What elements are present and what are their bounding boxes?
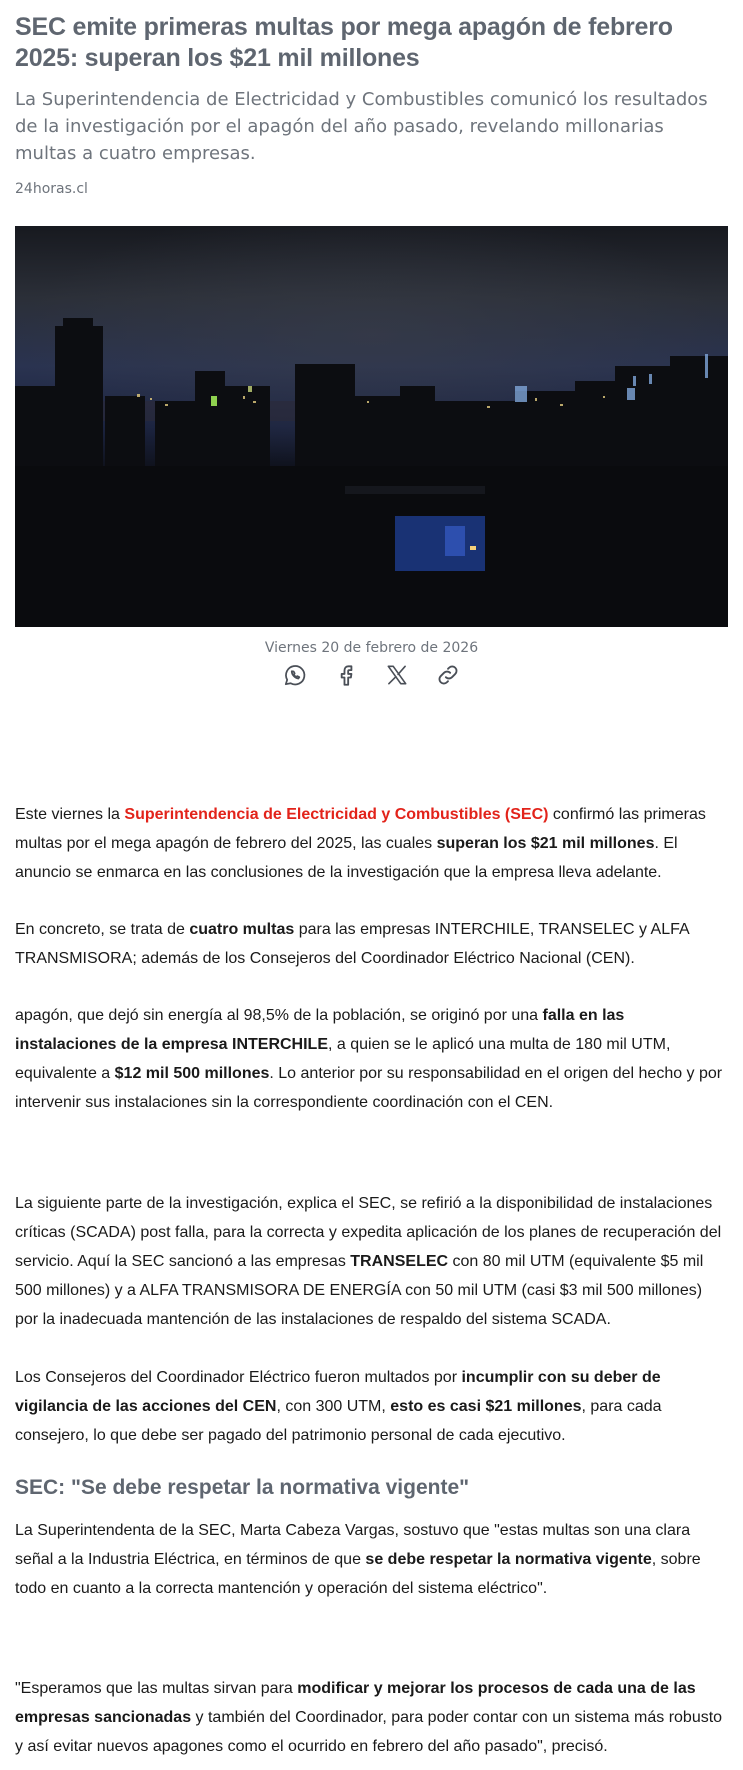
paragraph: apagón, que dejó sin energía al 98,5% de la población, se originó por una falla en las instalaciones de la empresa INTERCHILE, a quien se le aplicó una multa de 180 mil UTM, equivalente a $12 mil 500 millones. Lo anterior por su responsabilidad en el origen del hecho y por intervenir sus instalaciones sin la correspondiente coordinación con el CEN.: [15, 1007, 723, 1111]
paragraph: Los Consejeros del Coordinador Eléctrico fueron multados por incumplir con su deber de vigilancia de las acciones del CEN, con 300 UTM, esto es casi $21 millones, para cada consejero, lo que debe ser pagado del patrimonio personal de cada ejecutivo.: [15, 1369, 662, 1444]
sec-link[interactable]: Superintendencia de Electricidad y Combustibles (SEC): [124, 806, 549, 823]
section-heading: SEC: "Se debe respetar la normativa vigente": [15, 1476, 470, 1499]
article-title: SEC emite primeras multas por mega apagón de febrero 2025: superan los $21 mil millones: [15, 13, 673, 72]
article-subtitle: La Superintendencia de Electricidad y Combustibles comunicó los resultados de la investigación por el apagón del año pasado, revelando millonarias multas a cuatro empresas.: [15, 89, 708, 164]
publish-date: Viernes 20 de febrero de 2026: [264, 640, 479, 656]
facebook-icon[interactable]: [333, 662, 359, 688]
article: [15, 0, 728, 1755]
whatsapp-icon[interactable]: [282, 662, 308, 688]
paragraph: La Superintendenta de la SEC, Marta Cabeza Vargas, sostuvo que "estas multas son una clara señal a la Industria Eléctrica, en términos de que se debe respetar la normativa vigente, sobre todo en cuanto a la correcta mantención y operación del sistema eléctrico".: [15, 1522, 701, 1597]
share-bar: [15, 662, 728, 688]
city-blackout-photo: [15, 226, 728, 627]
x-icon[interactable]: [384, 662, 410, 688]
article-source[interactable]: 24horas.cl: [15, 181, 88, 197]
paragraph: En concreto, se trata de cuatro multas para las empresas INTERCHILE, TRANSELEC y ALFA TRANSMISORA; además de los Consejeros del Coordinador Eléctrico Nacional (CEN).: [15, 921, 689, 967]
link-icon[interactable]: [435, 662, 461, 688]
paragraph: La siguiente parte de la investigación, explica el SEC, se refirió a la disponibilidad de instalaciones críticas (SCADA) post falla, para la correcta y expedita aplicación de los planes de recuperación del servicio. Aquí la SEC sancionó a las empresas TRANSELEC con 80 mil UTM (equivalente $5 mil 500 millones) y a ALFA TRANSMISORA DE ENERGÍA con 50 mil UTM (casi $3 mil 500 millones) por la inadecuada mantención de las instalaciones de respaldo del sistema SCADA.: [15, 1195, 722, 1328]
paragraph: "Esperamos que las multas sirvan para modificar y mejorar los procesos de cada una de las empresas sancionadas y también del Coordinador, para poder contar con un sistema más robusto y así evitar nuevos apagones como el ocurrido en febrero del año pasado", precisó.: [15, 1680, 723, 1755]
hero-image: [15, 226, 728, 627]
paragraph: Este viernes la Superintendencia de Electricidad y Combustibles (SEC) confirmó las primeras multas por el mega apagón de febrero del 2025, las cuales superan los $21 mil millones. El anuncio se enmarca en las conclusiones de la investigación que la empresa lleva adelante.: [15, 806, 706, 881]
